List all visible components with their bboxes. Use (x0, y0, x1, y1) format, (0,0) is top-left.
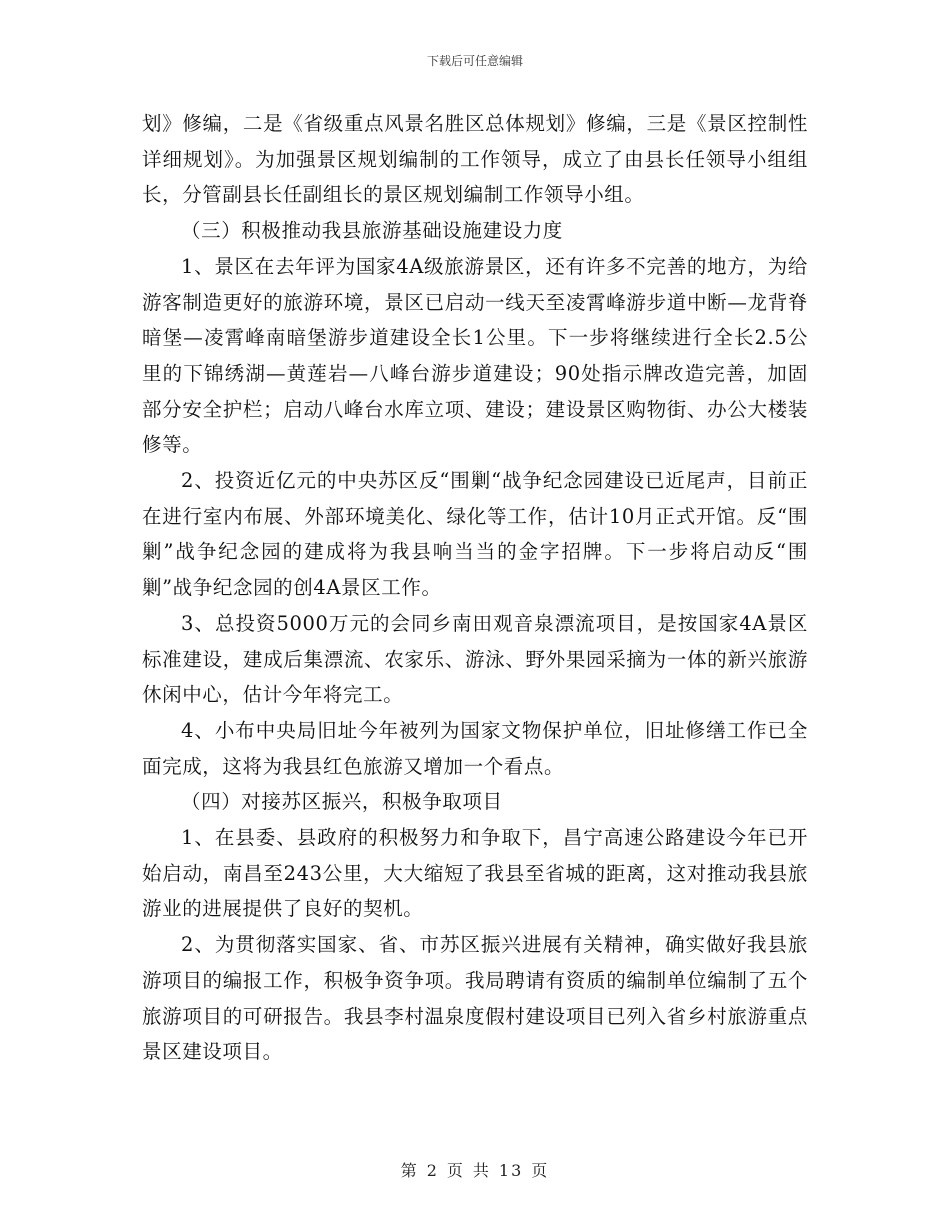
footer-total-pages: 13 (498, 1161, 524, 1180)
paragraph-item-6: 2、为贯彻落实国家、省、市苏区振兴进展有关精神，确实做好我县旅游项目的编报工作，积极争资争项。我局聘请有资质的编制单位编制了五个旅游项目的可研报告。我县李村温泉度假村建设项目已列入省乡村旅游重点景区建设项目。 (142, 933, 808, 1064)
footer-total-label: 共 (472, 1161, 491, 1180)
paragraph-item-2: 2、投资近亿元的中央苏区反“围剿“战争纪念园建设已近尾声，目前正在进行室内布展、外部环境美化、绿化等工作，估计10月正式开馆。反“围剿”战争纪念园的建成将为我县响当当的金字招牌。下一步将启动反“围剿”战争纪念园的创4A景区工作。 (142, 469, 808, 600)
document-body (142, 106, 808, 1070)
paragraph-item-1: 1、景区在去年评为国家4A级旅游景区，还有许多不完善的地方，为给游客制造更好的旅游环境，景区已启动一线天至凌霄峰游步道中断—龙背脊暗堡—凌霄峰南暗堡游步道建设全长1公里。下一步将继续进行全长2.5公里的下锦绣湖—黄莲岩—八峰台游步道建设；90处指示牌改造完善，加固部分安全护栏；启动八峰台水库立项、建设；建设景区购物街、办公大楼装修等。 (142, 254, 808, 457)
section-heading-4: （四）对接苏区振兴，积极争取项目 (181, 790, 503, 814)
page-footer (0, 1158, 950, 1181)
paragraph-item-4: 4、小布中央局旧址今年被列为国家文物保护单位，旧址修缮工作已全面完成，这将为我县红色旅游又增加一个看点。 (142, 718, 808, 778)
footer-page-number: 2 (426, 1161, 439, 1180)
footer-prefix: 第 (400, 1161, 419, 1180)
footer-page-label: 页 (446, 1161, 465, 1180)
page-header: 下载后可任意编辑 (426, 54, 523, 68)
paragraph-item-3: 3、总投资5000万元的会同乡南田观音泉漂流项目，是按国家4A景区标准建设，建成后集漂流、农家乐、游泳、野外果园采摘为一体的新兴旅游休闲中心，估计今年将完工。 (142, 611, 808, 707)
paragraph-item-5: 1、在县委、县政府的积极努力和争取下，昌宁高速公路建设今年已开始启动，南昌至243公里，大大缩短了我县至省城的距离，这对推动我县旅游业的进展提供了良好的契机。 (142, 826, 808, 921)
footer-suffix: 页 (531, 1161, 550, 1180)
paragraph-continuation: 划》修编，二是《省级重点风景名胜区总体规划》修编，三是《景区控制性详细规划》。为加强景区规划编制的工作领导，成立了由县长任领导小组组长，分管副县长任副组长的景区规划编制工作领导小组。 (142, 112, 808, 207)
section-heading-3: （三）积极推动我县旅游基础设施建设力度 (181, 219, 563, 243)
